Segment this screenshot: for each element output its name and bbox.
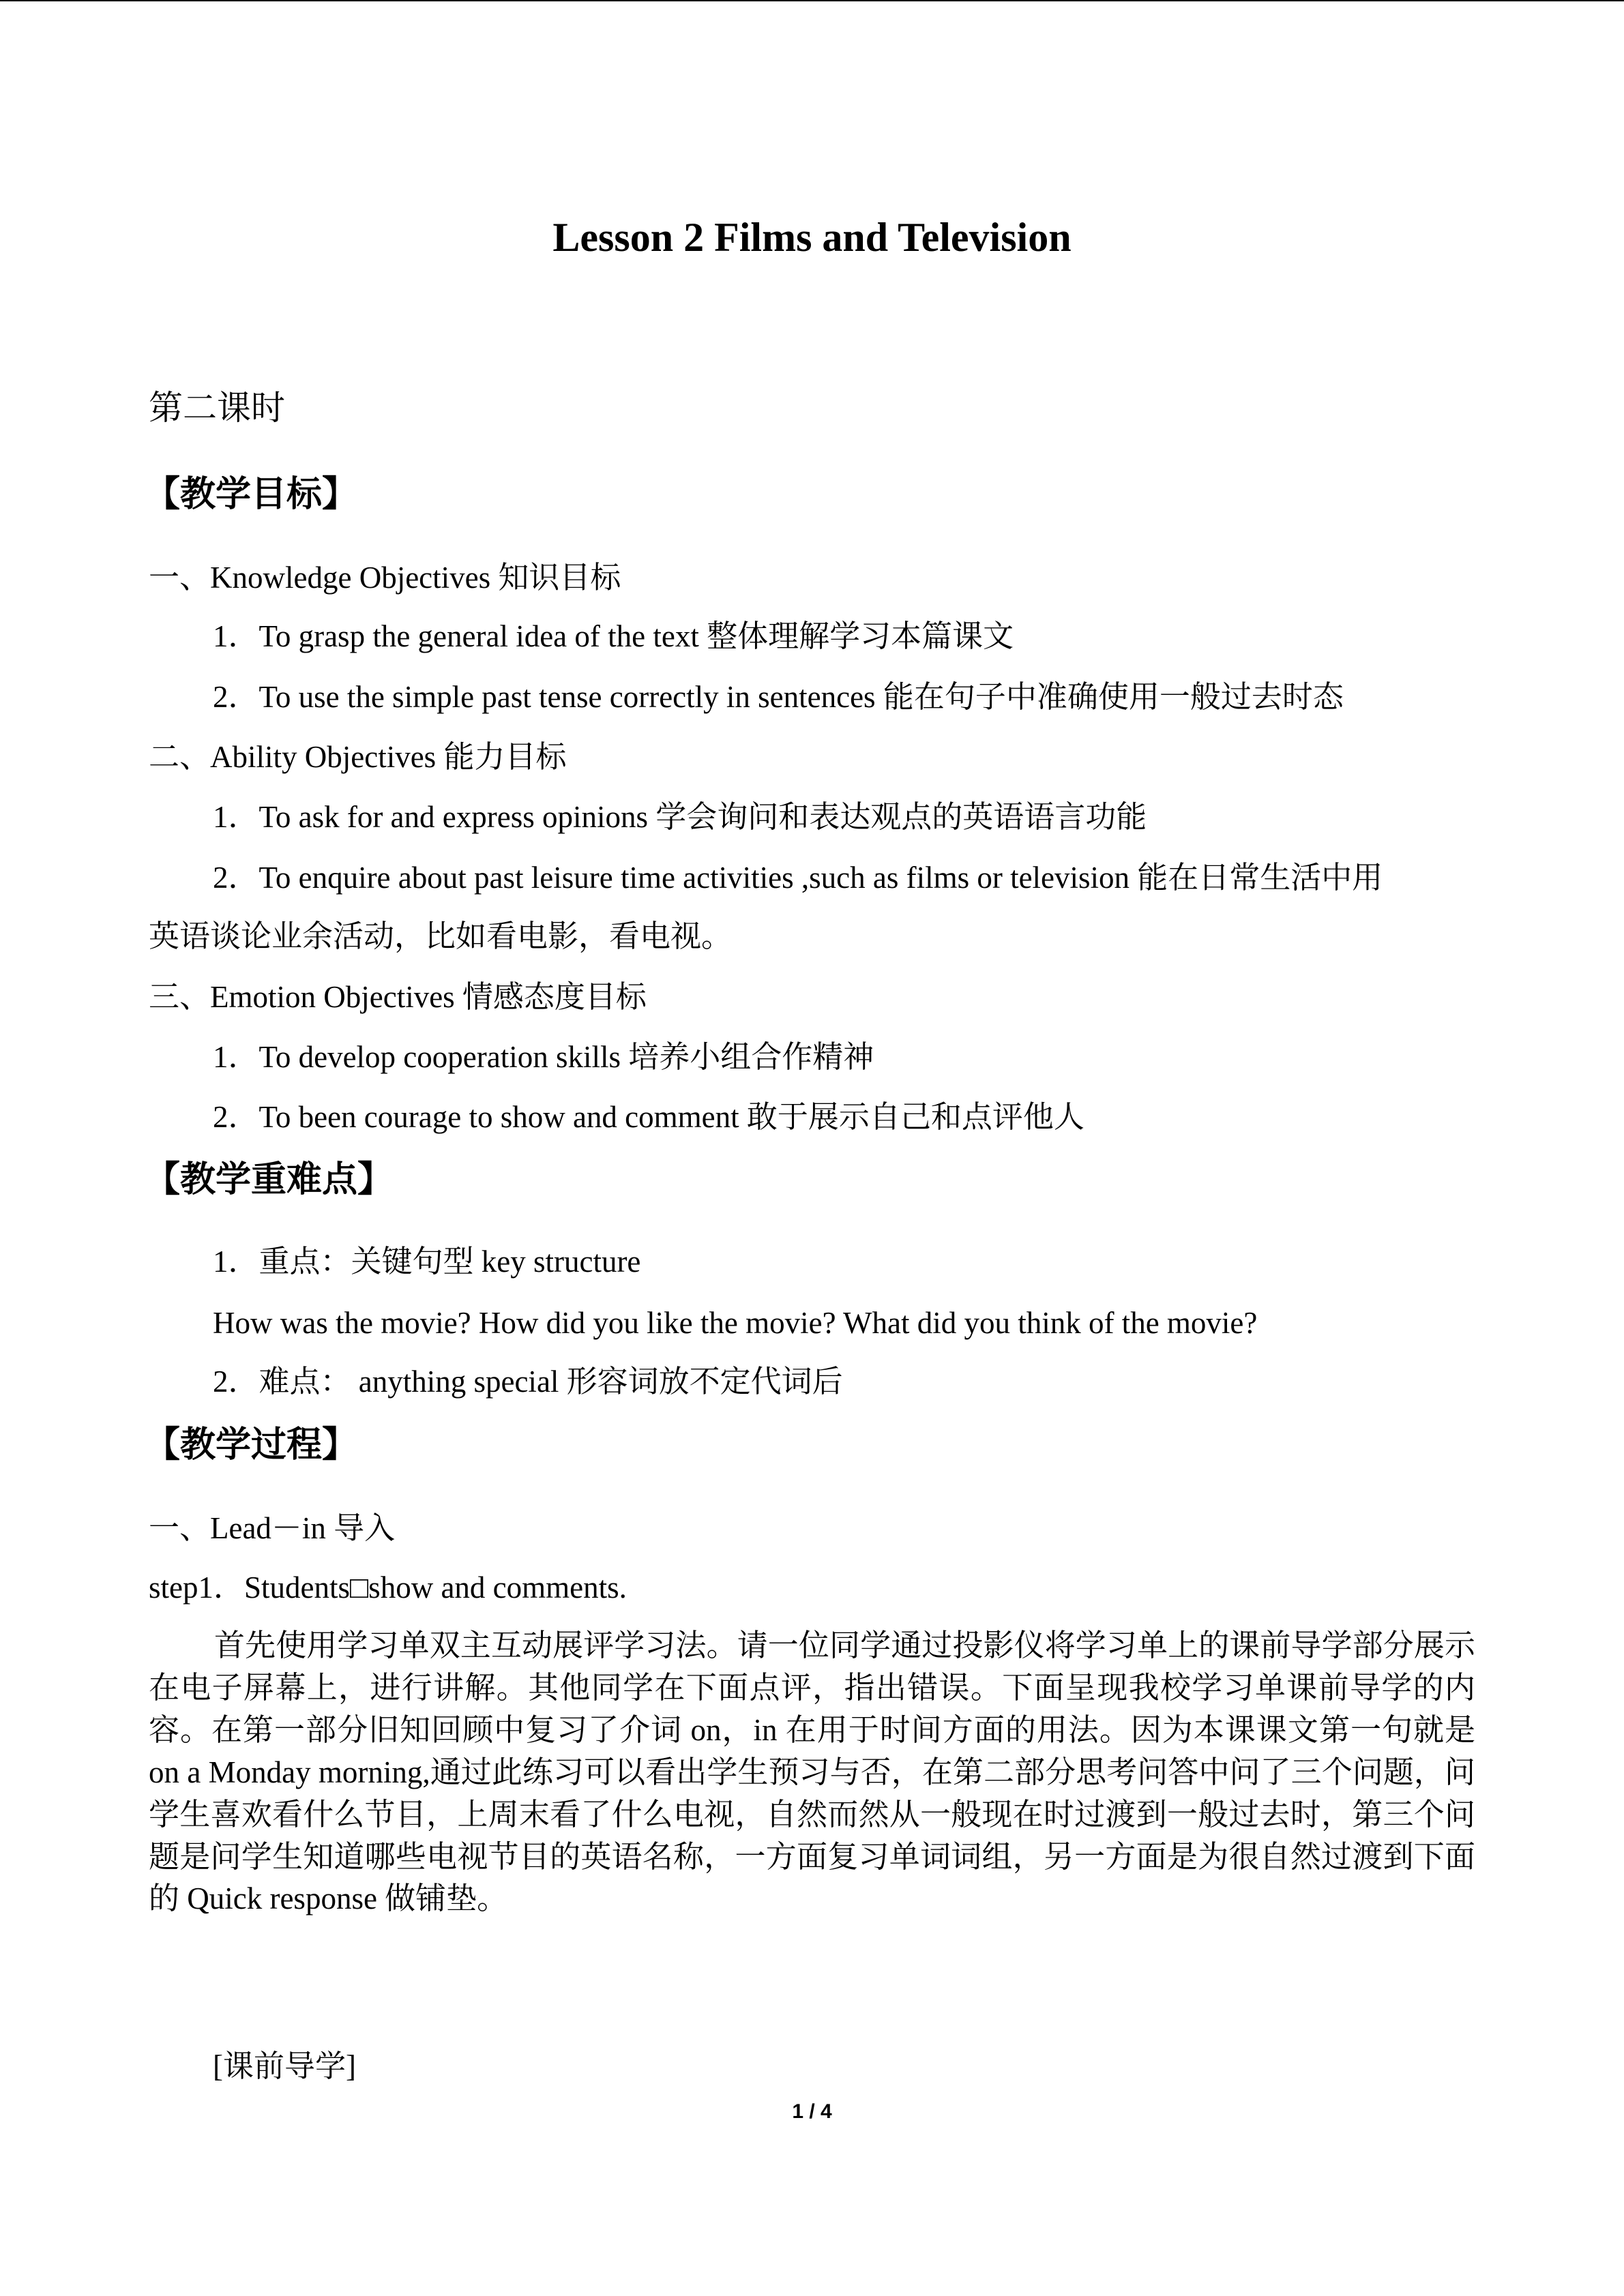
ability-item-2: 2．To enquire about past leisure time activities ,such as films or television 能在日常生活中用	[213, 861, 1383, 895]
emotion-item-1: 1．To develop cooperation skills 培养小组合作精神	[213, 1040, 874, 1074]
lesson-title: Lesson 2 Films and Television	[552, 215, 1072, 260]
knowledge-item-1: 1．To grasp the general idea of the text 整体理解学习本篇课文	[213, 619, 1014, 653]
ability-item-2-continuation: 英语谈论业余活动，比如看电影，看电视。	[149, 919, 733, 953]
step1-label: step1．Students□show and comments.	[149, 1570, 627, 1605]
page-number: 1 / 4	[792, 2100, 832, 2123]
key-point-2: 2．难点： anything special 形容词放不定代词后	[213, 1365, 843, 1399]
pre-class-guide-label: [课前导学]	[213, 2049, 356, 2083]
teaching-goals-heading: 【教学目标】	[145, 474, 358, 515]
lead-in-heading: 一、Lead－in 导入	[149, 1511, 396, 1545]
knowledge-item-2: 2．To use the simple past tense correctly in sentences 能在句子中准确使用一般过去时态	[213, 680, 1344, 714]
ability-item-1: 1．To ask for and express opinions 学会询问和表达观点的英语语言功能	[213, 800, 1147, 834]
knowledge-objectives-heading: 一、Knowledge Objectives 知识目标	[149, 561, 621, 595]
ability-objectives-heading: 二、Ability Objectives 能力目标	[149, 740, 567, 774]
teaching-process-heading: 【教学过程】	[145, 1425, 358, 1465]
lead-in-paragraph: 首先使用学习单双主互动展评学习法。请一位同学通过投影仪将学习单上的课前导学部分展示在电子屏幕上，进行讲解。其他同学在下面点评，指出错误。下面呈现我校学习单课前导学的内容。在第一部分旧知回顾中复习了介词 on，in 在用于时间方面的用法。因为本课课文第一句就是 on a Monday morning,通过此练习可以看出学生预习与否，在第二部分思考问答中问了三个问题，问学生喜欢看什么节目，上周末看了什么电视，自然而然从一般现在时过渡到一般过去时，第三个问题是问学生知道哪些电视节目的英语名称，一方面复习单词词组，另一方面是为很自然过渡到下面的 Quick response 做铺垫。	[149, 1628, 1475, 1916]
key-points-heading: 【教学重难点】	[145, 1159, 394, 1200]
emotion-objectives-heading: 三、Emotion Objectives 情感态度目标	[149, 980, 647, 1014]
key-point-1: 1．重点：关键句型 key structure	[213, 1244, 641, 1279]
period-label: 第二课时	[149, 388, 285, 428]
key-structure-sentences: How was the movie? How did you like the movie? What did you think of the movie?	[213, 1306, 1258, 1340]
emotion-item-2: 2．To been courage to show and comment 敢于展示自己和点评他人	[213, 1100, 1084, 1134]
page-top-border	[0, 0, 1624, 1]
